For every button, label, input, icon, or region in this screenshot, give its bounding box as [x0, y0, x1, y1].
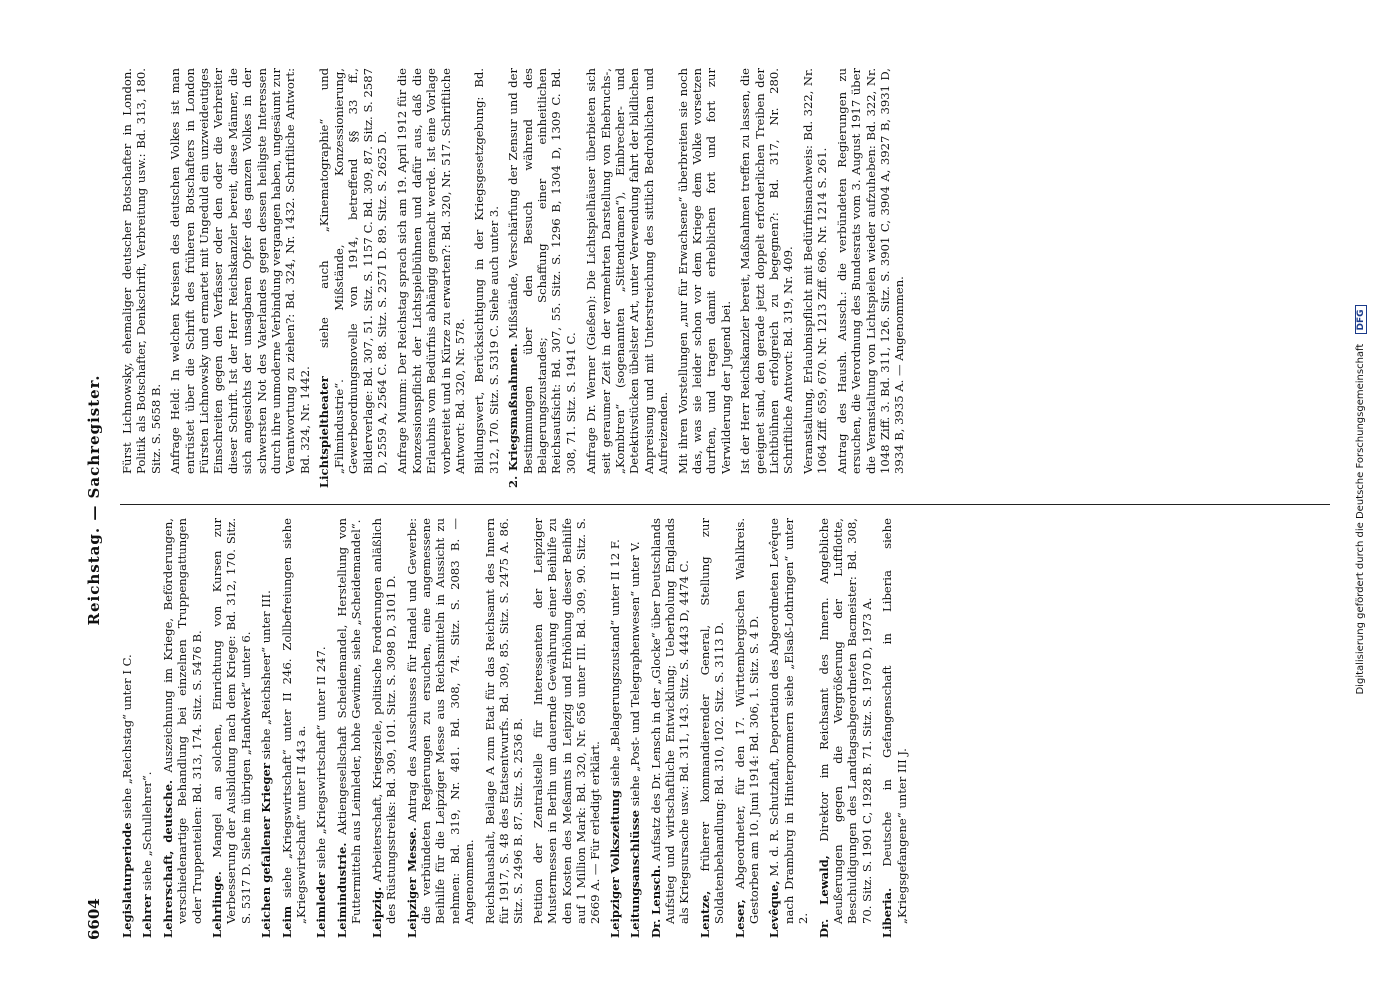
- register-entry: [140, 518, 154, 938]
- register-entry: [210, 518, 253, 938]
- entry-text: Ist der Herr Reichskanzler bereit, Maßnahmen treffen zu lassen, die geeignet sind, den gerade jetzt doppelt erforderlichen Treiben der Lichtbühnen erfolgreich zu begegnen?: Bd. 317, Nr. 280. Schriftliche Antwort: Bd. 319, Nr. 409.: [738, 68, 796, 474]
- entry-keyword: Liberia.: [880, 887, 895, 938]
- page-number: 6604: [85, 898, 103, 940]
- entry-text: Anfrage Dr. Werner (Gießen): Die Lichtspielhäuser überbieten sich seit geraumer Zeit in der vermehrten Darstellung von Ehebruchs-, „Kombtren“ (sogenannten „Sittendramen“), Einbrecher- und Detektivstücken übelster Art, unter Verwendung fahrt der bildlichen Anpreisung und mit Unterstreichung des sittlich Bedrohlichen und Aufreizenden.: [584, 68, 671, 474]
- entry-keyword: 2. Kriegsmaßnahmen.: [506, 343, 521, 488]
- register-entry: [698, 518, 727, 938]
- entry-text: Mißstände, Verschärfung der Zensur und der Bestimmungen über den Besuch während des Belagerungszustandes; Schaffung einer einheitlichen Reichsaufsicht: Bd. 307, 55. Sitz. S. 1296 B, 1304 D, 1309 C. Bd. 308, 71. Sitz. S. 1941 C.: [506, 68, 578, 474]
- entry-keyword: Lehrlinge.: [210, 871, 225, 938]
- entry-keyword: Legislaturperiode: [120, 822, 134, 938]
- entry-text: Anfrage Mumm: Der Reichstag sprach sich am 19. April 1912 für die Konzessionspflicht der Lichtspielbühnen und dafür aus, daß die Erlaubnis vom Bedürfnis abhängig gemacht werde. Ist eine Vorlage vorbereitet und in Kürze zu erwarten?: Bd. 320, Nr. 517. Schriftliche Antwort: Bd. 320, Nr. 578.: [395, 68, 467, 474]
- entry-text: Antrag des Haush. Aussch.: die verbündeten Regierungen zu ersuchen, die Verordnung des Bundesrats vom 3. August 1917 über die Veranstaltung von Lichtspielen wieder aufzuheben: Bd. 322, Nr. 1048 Ziff. 3. Bd. 311, 126. Sitz. S. 3901 C, 3904 A, 3927 B, 3931 D, 3934 B, 3935 A. — Angenommen.: [834, 68, 907, 474]
- entry-text: Auszeichnung im Kriege, Beförderungen, verschiedenartige Behandlung bei einzelnen Truppengattungen oder Truppenteilen: Bd. 313, 174. Sitz. S. 5476 B.: [160, 518, 204, 924]
- register-entry: [120, 68, 163, 488]
- entry-keyword: Leser,: [732, 899, 747, 938]
- entry-keyword: Leichen gefallener Krieger: [259, 763, 274, 938]
- register-entry: [120, 518, 134, 938]
- register-entry: [395, 68, 467, 488]
- register-entry: [472, 68, 501, 488]
- register-entry: [168, 68, 312, 488]
- entry-text: siehe „Reichstag“ unter I C.: [120, 654, 134, 819]
- register-entry: [817, 518, 875, 938]
- register-entry: [676, 68, 734, 488]
- credit-text: Digitalisierung gefördert durch die Deutsche Forschungsgemeinschaft: [1355, 343, 1366, 695]
- entry-text: Arbeiterschaft, Kriegsziele, politische Forderungen anläßlich des Rüstungsstreiks: Bd. 309, 101. Sitz. S. 3098 D, 3101 D.: [369, 518, 399, 924]
- page-header: [85, 60, 107, 940]
- entry-text: siehe „Reichsheer“ unter III.: [259, 590, 274, 760]
- entry-keyword: Leipziger Messe.: [404, 827, 419, 938]
- entry-text: Bildungswert, Berücksichtigung in der Kriegsgesetzgebung: Bd. 312, 170. Sitz. S. 5319 C. Siehe auch unter 3.: [472, 68, 501, 474]
- register-entry: [584, 68, 670, 488]
- entry-text: M. d. R. Schutzhaft, Deportation des Abgeordneten Levêque nach Dramburg in Hinterpommern siehe „Elsaß-Lothringen“ unter 2.: [767, 518, 811, 924]
- entry-keyword: Lehrer: [140, 894, 155, 938]
- entry-text: siehe auch „Kinematographie“ und „Filmindustrie“. Mißstände, Konzessionierung, Gewerbeordnungsnovelle von 1914, betreffend §§ 33 ff., Bilderverlage: Bd. 307, 51. Sitz. S. 1157 C. Bd. 309, 87. Sitz. S. 2587 D, 2559 A, 2564 C. 88. Sitz. S. 2571 D. 89. Sitz. S. 2625 D.: [317, 67, 389, 474]
- entry-text: Direktor im Reichsamt des Innern. Angebliche Aeußerungen gegen die Vergrößerung der Luftflotte, Beschuldigungen des Landtagsabgeordneten Bacmeister: Bd. 308, 70. Sitz. S. 1901 C, 1928 B. 71. Sitz. S. 1970 D, 1973 A.: [816, 518, 874, 924]
- entry-text: Deutsche in Gefangenschaft in Liberia siehe „Kriegsgefangene“ unter III J.: [880, 517, 909, 924]
- entry-text: Reichshaushalt, Beilage A zum Etat für das Reichsamt des Innern für 1917, S. 48 des Etatsentwurfs. Bd. 309, 85. Sitz. S. 2475 A. 86. Sitz. S. 2496 B. 87. Sitz. S. 2536 B.: [482, 518, 526, 924]
- entry-text: siehe „Schullehrer“.: [140, 771, 155, 891]
- entry-text: Veranstaltung, Erlaubnispflicht mit Bedürfnisnachweis: Bd. 322, Nr. 1064 Ziff. 659, 670. Nr. 1213 Ziff. 696. Nr. 1214 S. 261.: [800, 68, 830, 474]
- entry-text: Anfrage Held: In welchen Kreisen des deutschen Volkes ist man entrüstet über die Schrift des früheren Botschafters in London Fürsten Lichnowsky und ermartet mit Ungeduld ein unzweideutiges Einschreiten gegen den Verfasser oder den oder die Verbreiter dieser Schrift. Ist der Herr Reichskanzler bereit, diese Männer, die sich angesichts der unsagbaren Opfer des ganzen Volkes in der schwersten Not des Vaterlandes gegen dessen heiligste Interessen durch ihre unmoderne Verbindung vergangen haben, ungesäumt zur Verantwortung zu ziehen?: Bd. 324, Nr. 1432. Schriftliche Antwort: Bd. 324, Nr. 1442.: [168, 68, 312, 474]
- entry-keyword: Dr. Lensch.: [648, 864, 663, 938]
- entry-text: Mangel an solchen, Einrichtung von Kursen zur Verbesserung der Ausbildung nach dem Kriege: Bd. 312, 170. Sitz. S. 5317 D. Siehe im übrigen „Handwerk“ unter 6.: [210, 518, 253, 924]
- entry-keyword: Lentze,: [697, 890, 712, 938]
- register-entry: [835, 68, 907, 488]
- entry-keyword: Dr. Lewald,: [816, 855, 831, 938]
- entry-text: siehe „Post- und Telegraphenwesen“ unter V.: [628, 541, 643, 807]
- register-entry: [531, 518, 603, 938]
- entry-keyword: Leim: [279, 905, 294, 938]
- register-entry: [280, 518, 309, 938]
- register-entry: [317, 68, 389, 488]
- left-column: [120, 518, 915, 938]
- entry-text: früherer kommandierender General, Stellung zur Soldatenbehandlung: Bd. 310, 102. Sitz. S. 3113 D.: [697, 518, 727, 924]
- entry-keyword: Lehrerschaft, deutsche.: [160, 780, 175, 938]
- entry-text: siehe „Kriegswirtschaft“ unter II 247.: [314, 646, 329, 869]
- register-entry: [161, 518, 204, 938]
- entry-keyword: Lichtspieltheater: [317, 376, 332, 488]
- running-head: Reichstag. — Sachregister.: [85, 374, 103, 626]
- right-column: [120, 68, 912, 488]
- entry-keyword: Leitungsanschlüsse: [628, 809, 643, 938]
- register-entry: [405, 518, 477, 938]
- entry-keyword: Leipziger Volkszeitung: [607, 790, 622, 938]
- entry-text: Mit ihren Vorstellungen „nur für Erwachsene“ überbreiten sie noch das, was sie leider schon vor dem Kriege dem Volke vorsetzen durften, und tragen damit erheblichen fort und fort zur Verwilderung der Jugend bei.: [675, 68, 733, 474]
- register-entry: [506, 68, 578, 488]
- dfg-logo: DFG: [1355, 305, 1367, 334]
- register-entry: [370, 518, 399, 938]
- entry-text: Abgeordneter, für den 17. Württembergischen Wahlkreis. Gestorben am 10. Juni 1914: Bd. 306, 1. Sitz. S. 4 D.: [732, 517, 762, 924]
- register-entry: [608, 518, 622, 938]
- register-entry: [628, 518, 642, 938]
- entry-text: siehe „Kriegswirtschaft“ unter II 246. Zollbefreiungen siehe „Kriegswirtschaft“ unter II 443 a.: [279, 517, 309, 924]
- register-entry: [259, 518, 273, 938]
- register-entry: [314, 518, 328, 938]
- entry-keyword: Levêque,: [767, 880, 782, 938]
- register-entry: [738, 68, 796, 488]
- entry-keyword: Leimleder: [314, 872, 329, 938]
- register-entry: [733, 518, 762, 938]
- entry-text: Antrag des Ausschusses für Handel und Gewerbe: die verbündeten Regierungen zu ersuchen, eine angemessene Beihilfe für die Leipziger Messe aus Reichsmitteln in Aussicht zu nehmen: Bd. 319, Nr. 481. Bd. 308, 74. Sitz. S. 2083 B. — Angenommen.: [404, 518, 477, 924]
- entry-text: Aufsatz des Dr. Lensch in der „Glocke“ über Deutschlands Aufstieg und wirtschaftliche Entwicklung; Ueberholung Englands als Kriegsursache usw.: Bd. 311, 143. Sitz. S. 4443 D, 4474 C.: [648, 517, 692, 924]
- column-divider: [120, 504, 1330, 505]
- entry-text: Aktiengesellschaft Scheidemandel, Herstellung von Futtermitteln aus Leimleder, hohe Gewinne, siehe „Scheidemandel“.: [334, 518, 364, 924]
- register-entry: [649, 518, 692, 938]
- entry-text: Fürst Lichnowsky, ehemaliger deutscher Botschafter in London. Politik als Botschafter, Denkschrift, Verbreitung usw.: Bd. 313, 180. Sitz. S. 5658 B.: [120, 68, 163, 474]
- register-entry: [767, 518, 810, 938]
- entry-keyword: Leimindustrie.: [334, 842, 349, 938]
- digitization-credit: [1355, 0, 1373, 1000]
- entry-text: siehe „Belagerungszustand“ unter II 12 F.: [607, 539, 622, 787]
- register-entry: [801, 68, 830, 488]
- entry-keyword: Leipzig.: [369, 886, 384, 938]
- register-entry: [880, 518, 909, 938]
- register-entry: [483, 518, 526, 938]
- register-entry: [335, 518, 364, 938]
- entry-text: Petition der Zentralstelle für Interessenten der Leipziger Mustermessen in Berlin um dauernde Gewährung einer Beihilfe zu den Kosten des Meßamts in Leipzig und Erhöhung dieser Beihilfe auf 1 Million Mark: Bd. 320, Nr. 656 unter III. Bd. 309, 90. Sitz. S. 2669 A. — Für erledigt erklärt.: [530, 518, 603, 924]
